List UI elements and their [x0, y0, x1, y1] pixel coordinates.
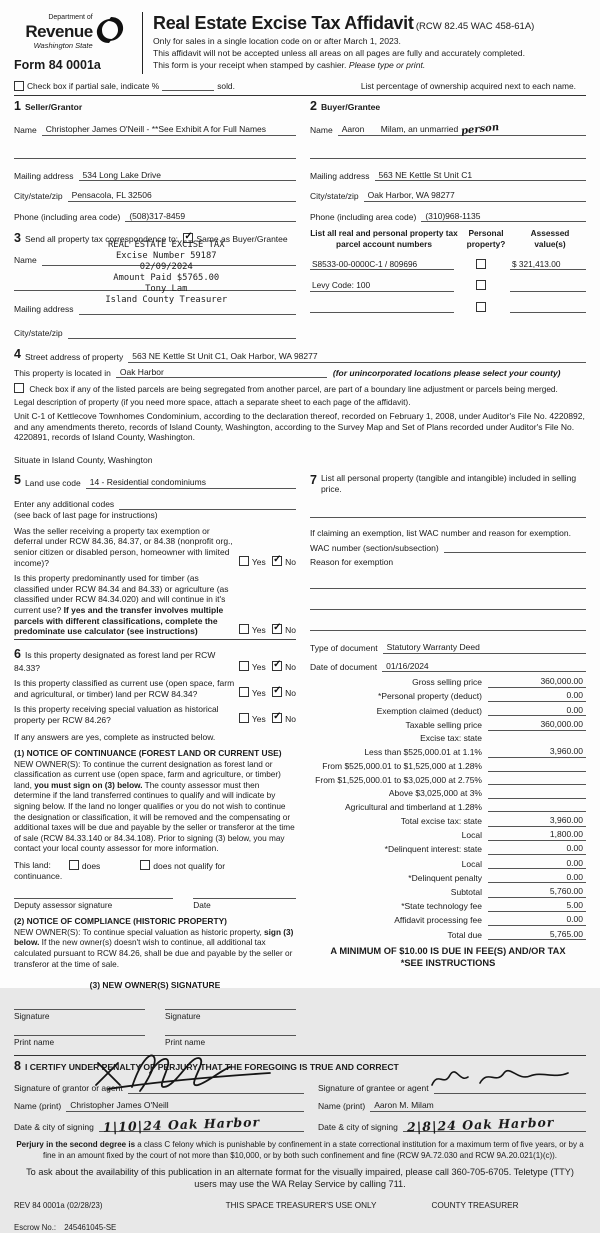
- certification-text: I CERTIFY UNDER PENALTY OF PERJURY THAT THE FOREGOING IS TRUE AND CORRECT: [24, 1062, 399, 1073]
- notice1-bold: you must sign on (3) below.: [34, 780, 143, 790]
- agency-logo-block: [14, 12, 143, 74]
- buyer-city-label: City/state/zip: [310, 191, 359, 202]
- form-number: Form 84 0001a: [14, 58, 101, 73]
- seller-grantor-column: [14, 96, 296, 222]
- wac-number-label: WAC number (section/subsection): [310, 542, 439, 553]
- owner-print-name-line-2[interactable]: Print name: [165, 1035, 296, 1047]
- owner-signature-line-1[interactable]: Signature: [14, 1009, 145, 1021]
- header-note-3-text: This form is your receipt when stamped by cashier.: [153, 60, 347, 71]
- tax-row-value[interactable]: 360,000.00: [488, 719, 586, 731]
- tax-row: [310, 886, 586, 898]
- tax-row: [310, 858, 586, 870]
- notice2-text-2: If the new owner(s) doesn't wish to continue, all additional tax calculated pursuant to RCW 84.26, shall be due and payable by the seller or transferor at the time of sale.: [14, 938, 293, 969]
- forest-land-question: [14, 647, 296, 673]
- forest-land-text: Is this property designated as forest land per RCW 84.33?: [14, 649, 216, 673]
- correspondence-city-field[interactable]: [68, 328, 296, 339]
- tty-notice: To ask about the availability of this publication in an alternate format for the visually impaired, please call 360-705-6705. Teletype (TTY) users may use the WA Relay Service by calling 711.: [26, 1167, 574, 1190]
- revenue-wordmark: Revenue: [25, 21, 93, 41]
- seller-name-label: Name: [14, 124, 37, 135]
- section-2-title: Buyer/Grantee: [320, 102, 381, 113]
- tax-row-label: From $1,525,000.01 to $3,025,000 at 2.75%: [315, 774, 482, 785]
- historical-property-question: [14, 704, 296, 725]
- tax-row-value[interactable]: [488, 788, 586, 799]
- buyer-name-handwriting: person: [460, 121, 500, 137]
- form-header: [14, 10, 586, 76]
- tax-row-label: Affidavit processing fee: [394, 915, 482, 926]
- form-revision-label: REV 84 0001a (02/28/23): [14, 1200, 103, 1210]
- forest-land-answer: [239, 661, 296, 674]
- land-use-column: [14, 473, 296, 1047]
- grantor-signature-label: Signature of grantor or agent: [14, 1083, 123, 1094]
- additional-codes-field[interactable]: [119, 499, 296, 510]
- deputy-assessor-signature-line[interactable]: Deputy assessor signature: [14, 898, 173, 910]
- segregation-text: Check box if any of the listed parcels are being segregated from another parcel, are part of a boundary line adjustment or parcels being merged.: [29, 384, 558, 395]
- tax-row-value[interactable]: 0.00: [488, 690, 586, 702]
- grantee-signature-label: Signature of grantee or agent: [318, 1083, 429, 1094]
- form-title: Real Estate Excise Tax Affidavit: [153, 13, 414, 33]
- tax-row-label: *Personal property (deduct): [378, 691, 482, 702]
- street-address-label: Street address of property: [24, 352, 124, 362]
- seller-city-label: City/state/zip: [14, 191, 63, 202]
- section-3-number: 3: [14, 231, 21, 246]
- seller-mailing-label: Mailing address: [14, 170, 74, 181]
- parcel-checkbox-cell: [454, 259, 510, 270]
- street-address-field[interactable]: 563 NE Kettle St Unit C1, Oak Harbor, WA 98277: [128, 351, 586, 363]
- additional-codes-label: Enter any additional codes: [14, 499, 115, 510]
- header-note-3: [153, 60, 586, 71]
- personal-property-checkbox[interactable]: [476, 302, 486, 312]
- tax-row-label: Excise tax: state: [420, 733, 482, 744]
- partial-sale-sold-label: sold.: [217, 80, 235, 91]
- does-not-checkbox[interactable]: [140, 860, 150, 870]
- section-6-number: 6: [14, 646, 21, 661]
- revenue-logo-icon: [95, 15, 125, 45]
- owner-signature-row: [14, 1009, 296, 1021]
- tax-row: [310, 829, 586, 841]
- parcel-row: [310, 280, 586, 291]
- section-2-number: 2: [310, 99, 317, 114]
- tax-row-value: [488, 734, 586, 744]
- tax-row: [310, 761, 586, 772]
- notice2-bold: sign (3) below.: [14, 927, 294, 948]
- timber-question-normal: Is this property predominantly used for timber (as classified under RCW 84.34 and 84.33) or agriculture (as classified under RCW 84.34.020) and will continue in it's current use?: [14, 573, 229, 616]
- exemption-claim-note: If claiming an exemption, list WAC number and reason for exemption.: [310, 527, 571, 538]
- tax-row-value[interactable]: 360,000.00: [488, 676, 586, 688]
- header-note-2: This affidavit will not be accepted unless all areas on all pages are fully and accurately completed.: [153, 48, 525, 59]
- tax-row-label: Total excise tax: state: [400, 815, 482, 826]
- tax-row: [310, 690, 586, 702]
- stamp-title: REAL ESTATE EXCISE TAX: [108, 240, 225, 251]
- section-3-label: Send all property tax correspondence to:: [24, 234, 179, 245]
- grantor-name-field[interactable]: Christopher James O'Neill: [66, 1100, 304, 1112]
- tax-row: [310, 815, 586, 827]
- grantee-name-field[interactable]: Aaron M. Milam: [370, 1100, 586, 1112]
- personal-property-field[interactable]: [310, 507, 586, 518]
- answers-yes-note: If any answers are yes, complete as instructed below.: [14, 731, 216, 742]
- tax-row-label: Agricultural and timberland at 1.28%: [344, 801, 482, 812]
- grantor-date-handwriting: 1|10|24 Oak Harbor: [102, 1113, 261, 1135]
- owner-signature-line-2[interactable]: Signature: [165, 1009, 296, 1021]
- buyer-phone-label: Phone (including area code): [310, 211, 417, 222]
- buyer-mailing-label: Mailing address: [310, 170, 370, 181]
- tax-row-value[interactable]: [488, 774, 586, 785]
- notice-compliance-body: [14, 928, 296, 970]
- same-as-buyer-label: Same as Buyer/Grantee: [196, 234, 288, 245]
- tax-row: [310, 929, 586, 941]
- no-checkbox[interactable]: [272, 624, 282, 634]
- land-use-code-label: Land use code: [24, 478, 81, 489]
- grantor-date-field[interactable]: [99, 1113, 304, 1135]
- tax-row-value[interactable]: 0.00: [488, 705, 586, 717]
- grantee-date-label: Date & city of signing: [318, 1121, 398, 1132]
- personal-property-checkbox[interactable]: [476, 280, 486, 290]
- assessed-value-field[interactable]: [510, 302, 586, 313]
- yes-label: Yes: [251, 661, 266, 672]
- timber-agriculture-answer: [239, 624, 296, 637]
- tax-row: [310, 801, 586, 812]
- section-1-number: 1: [14, 99, 21, 114]
- seller-phone-field[interactable]: (508)317-8459: [125, 211, 296, 223]
- does-checkbox[interactable]: [69, 860, 79, 870]
- grantee-signature-field[interactable]: [434, 1083, 586, 1094]
- no-label: No: [285, 625, 296, 636]
- stamp-treasurer-name: Tony Lam: [145, 284, 188, 295]
- perjury-notice: [14, 1140, 586, 1161]
- doc-type-label: Type of document: [310, 642, 378, 653]
- no-label: No: [285, 661, 296, 672]
- no-label: No: [285, 687, 296, 698]
- washington-state-label: Washington State: [33, 40, 93, 50]
- partial-sale-checkbox[interactable]: [14, 81, 24, 91]
- unincorporated-note: (for unincorporated locations please select your county): [332, 367, 561, 378]
- escrow-number-value: 245461045-SE: [64, 1223, 117, 1233]
- section-4-number: 4: [14, 347, 21, 361]
- buyer-name-extra-field[interactable]: [310, 148, 586, 159]
- tax-row-label: Local: [461, 858, 482, 869]
- yes-label: Yes: [251, 625, 266, 636]
- tax-row-label: *State technology fee: [401, 901, 482, 912]
- deputy-date-line[interactable]: Date: [193, 898, 296, 910]
- historical-property-answer: [239, 713, 296, 726]
- grantee-name-label: Name (print): [318, 1101, 366, 1112]
- tax-row: [310, 676, 586, 688]
- forest-land-question-text: [14, 647, 239, 673]
- yes-label: Yes: [251, 556, 266, 567]
- ownership-percentage-note: List percentage of ownership acquired next to each name.: [360, 80, 576, 91]
- perjury-body-text: a class C felony which is punishable by confinement in a state correctional institution for a maximum term of five years, or by a fine in an amount fixed by the court of not more than $10,000, or by both such confinement and fine (RCW 9A.72.030 and RCW 9A.20.021(1)(c)).: [42, 1140, 584, 1160]
- reason-exemption-label: Reason for exemption: [310, 557, 394, 568]
- tax-row-label: From $525,000.01 to $1,525,000 at 1.28%: [322, 760, 482, 771]
- legal-description-label: Legal description of property (if you need more space, attach a separate sheet to each page of the affidavit).: [14, 396, 411, 407]
- yes-checkbox[interactable]: [239, 624, 249, 634]
- notice-compliance-title: (2) NOTICE OF COMPLIANCE (HISTORIC PROPERTY): [14, 916, 227, 927]
- personal-property-checkbox[interactable]: [476, 259, 486, 269]
- continuance-label: continuance.: [14, 871, 63, 882]
- parties-section: [14, 96, 586, 222]
- tax-row-label: Gross selling price: [412, 677, 482, 688]
- section-8-number: 8: [14, 1059, 21, 1074]
- header-note-1: Only for sales in a single location code on or after March 1, 2023.: [153, 36, 401, 46]
- tax-row-label: *Delinquent penalty: [408, 872, 482, 883]
- tax-row: [310, 746, 586, 758]
- situate-text: Situate in Island County, Washington: [14, 454, 153, 465]
- buyer-city-field[interactable]: Oak Harbor, WA 98277: [364, 190, 586, 202]
- parcel-rows: [310, 259, 586, 313]
- title-block: [143, 12, 586, 74]
- segregation-row: [14, 383, 586, 394]
- reason-line-1[interactable]: [310, 578, 586, 589]
- grantee-signature-block: [318, 1075, 586, 1135]
- segregation-checkbox[interactable]: [14, 383, 24, 393]
- notice-continuance-body: [14, 760, 296, 855]
- grantor-name-label: Name (print): [14, 1101, 62, 1112]
- minimum-due-note: A MINIMUM OF $10.00 IS DUE IN FEE(S) AND/OR TAX: [330, 946, 566, 957]
- historical-property-question-text: Is this property receiving special valuation as historical property per RCW 84.26?: [14, 704, 219, 726]
- tax-row-value[interactable]: [488, 761, 586, 772]
- additional-codes-note: (see back of last page for instructions): [14, 510, 158, 521]
- grantor-signature-field[interactable]: [128, 1083, 304, 1094]
- section-7-number: 7: [310, 473, 317, 488]
- parcel-number-field[interactable]: Levy Code: 100: [310, 280, 454, 291]
- buyer-first-name: Aaron: [341, 123, 365, 134]
- exemption-deferral-question: [14, 526, 296, 569]
- seller-name-extra-field[interactable]: [14, 148, 296, 159]
- seller-city-field[interactable]: Pensacola, FL 32506: [68, 190, 296, 202]
- county-treasurer-label: COUNTY TREASURER: [431, 1200, 519, 1210]
- no-checkbox[interactable]: [272, 687, 282, 697]
- exemption-deferral-question-text: Was the seller receiving a property tax exemption or deferral under RCW 84.36, 84.37, or 84.38 (nonprofit org., senior citizen or disabled person, homeowner with limited income)?: [14, 525, 233, 568]
- certification-section: [14, 1055, 586, 1135]
- parcel-number-field[interactable]: S8533-00-0000C-1 / 809696: [310, 259, 454, 270]
- yes-label: Yes: [251, 714, 266, 725]
- tax-row-value[interactable]: 5.00: [488, 900, 586, 912]
- tax-row: [310, 788, 586, 799]
- land-use-tax-band: [14, 473, 586, 1047]
- escrow-row: [14, 1223, 586, 1233]
- this-land-label: This land:: [14, 859, 51, 870]
- stamp-excise-number: Excise Number 59187: [115, 251, 217, 262]
- assessed-value-field[interactable]: $ 321,413.00: [510, 259, 586, 270]
- tax-row-label: *Delinquent interest: state: [384, 844, 482, 855]
- tax-row: [310, 733, 586, 744]
- legal-description-text: Unit C-1 of Kettlecove Townhomes Condominium, according to the declaration thereof, recorded on February 1, 2008, under Auditor's File No. 4220892, and any amendments thereto, records of Island County, Washington, according to the Survey Map and Set of Plans recorded under Auditor's File No. 4220891, records of Island County, Washington.: [14, 410, 585, 443]
- parcel-checkbox-cell: [454, 302, 510, 313]
- property-address-section: [14, 347, 586, 465]
- tax-row: [310, 719, 586, 731]
- land-use-code-field[interactable]: 14 - Residential condominiums: [86, 477, 296, 489]
- correspondence-name-label: Name: [14, 255, 37, 266]
- stamp-amount-paid: Amount Paid $5765.00: [113, 273, 220, 284]
- current-use-answer: [239, 687, 296, 700]
- tax-row-value[interactable]: 0.00: [488, 858, 586, 870]
- deputy-assessor-row: [14, 898, 296, 910]
- treasurer-space-label: THIS SPACE TREASURER'S USE ONLY: [225, 1200, 377, 1210]
- dept-of-label: Department of: [48, 14, 93, 21]
- grantee-date-field[interactable]: [403, 1114, 586, 1135]
- section-1-title: Seller/Grantor: [24, 102, 83, 113]
- assessed-value-column-header: Assessed value(s): [530, 228, 570, 249]
- parcel-column-header: List all real and personal property tax parcel account numbers: [310, 228, 458, 249]
- parcel-table: [310, 228, 586, 339]
- tax-row-value[interactable]: 0.00: [488, 914, 586, 926]
- treasurer-stamp: [105, 240, 227, 306]
- owner-print-name-line-1[interactable]: Print name: [14, 1035, 145, 1047]
- tax-row-value[interactable]: 5,760.00: [488, 886, 586, 898]
- correspondence-city-label: City/state/zip: [14, 328, 63, 339]
- doc-type-field[interactable]: Statutory Warranty Deed: [383, 642, 586, 654]
- buyer-phone-field[interactable]: (310)968-1135: [421, 211, 586, 223]
- parcel-number-field[interactable]: [310, 302, 454, 313]
- land-qualify-row: [14, 860, 296, 872]
- seller-mailing-field[interactable]: 534 Long Lake Drive: [79, 170, 296, 182]
- reason-line-3[interactable]: [310, 620, 586, 631]
- assessed-value-field[interactable]: [510, 281, 586, 292]
- yes-checkbox[interactable]: [239, 687, 249, 697]
- tax-row: [310, 914, 586, 926]
- notice1-text-1: NEW OWNER(S): To continue the current designation as forest land or classification as current use (open space, farm and agriculture, or timber) land,: [14, 759, 281, 790]
- exemption-deferral-answer: [239, 556, 296, 569]
- grantor-signature-block: [14, 1075, 304, 1135]
- tax-row-value[interactable]: 0.00: [488, 872, 586, 884]
- tax-row: [310, 900, 586, 912]
- buyer-grantee-column: [310, 96, 586, 222]
- does-not-label: does not qualify for: [153, 860, 226, 871]
- tax-row-label: Above $3,025,000 at 3%: [388, 788, 482, 799]
- seller-name-field[interactable]: Christopher James O'Neill - **See Exhibit A for Full Names: [42, 124, 296, 136]
- yes-label: Yes: [251, 687, 266, 698]
- section-5-number: 5: [14, 473, 21, 488]
- timber-agriculture-question: [14, 573, 296, 640]
- buyer-name-label: Name: [310, 124, 333, 135]
- grantor-date-label: Date & city of signing: [14, 1121, 94, 1132]
- reason-line-2[interactable]: [310, 599, 586, 610]
- perjury-bold-text: Perjury in the second degree is: [16, 1140, 136, 1150]
- tax-row-value[interactable]: [488, 801, 586, 812]
- owner-print-name-row: [14, 1035, 296, 1047]
- no-checkbox[interactable]: [272, 556, 282, 566]
- partial-sale-percent-field[interactable]: [162, 81, 214, 91]
- yes-checkbox[interactable]: [239, 661, 249, 671]
- tax-row-value[interactable]: 3,960.00: [488, 746, 586, 758]
- doc-date-label: Date of document: [310, 661, 378, 672]
- notice2-text-1: NEW OWNER(S): To continue special valuation as historic property,: [14, 927, 265, 937]
- notice-continuance-title: (1) NOTICE OF CONTINUANCE (FOREST LAND OR CURRENT USE): [14, 748, 282, 759]
- grantee-date-handwriting: 2|8|24 Oak Harbor: [406, 1114, 555, 1135]
- form-title-reference: (RCW 82.45 WAC 458-61A): [415, 21, 535, 32]
- timber-question-bold: If yes and the transfer involves multiple parcels with different classifications, complete the predominate use calculator (see instructions): [14, 605, 224, 637]
- doc-date-field[interactable]: 01/16/2024: [382, 661, 586, 673]
- buyer-last-name: Milam, an unmarried: [380, 123, 459, 134]
- notice1-text-2: The county assessor must then determine if the land transferred continues to qualify and will indicate by signing below. If the land no longer qualifies or you do not wish to continue the designation or classification, it will be removed and the compensating or additional taxes will be due and payable by the seller or transferor at the time of sale (RCW 84.33.140 or 84.34.108). Prior to signing (3) below, you may contact your local county assessor for more information.: [14, 780, 295, 854]
- tax-row-label: Less than $525,000.01 at 1.1%: [364, 747, 482, 758]
- see-instructions-note: *SEE INSTRUCTIONS: [400, 957, 496, 968]
- no-label: No: [285, 714, 296, 725]
- tax-row-label: Local: [461, 830, 482, 841]
- does-label: does: [81, 860, 101, 871]
- tax-row-label: Taxable selling price: [405, 719, 482, 730]
- seller-phone-label: Phone (including area code): [14, 211, 121, 222]
- no-label: No: [285, 556, 296, 567]
- tax-row-value[interactable]: 0.00: [488, 843, 586, 855]
- correspondence-mailing-label: Mailing address: [14, 304, 74, 315]
- buyer-mailing-field[interactable]: 563 NE Kettle St Unit C1: [375, 170, 586, 182]
- partial-sale-row: [14, 81, 586, 92]
- current-use-question: [14, 678, 296, 699]
- current-use-question-text: Is this property classified as current use (open space, farm and agricultural, or timber) land per RCW 84.34?: [14, 678, 235, 699]
- tax-row: [310, 843, 586, 855]
- tax-correspondence-column: [14, 228, 296, 339]
- parcel-row: [310, 302, 586, 313]
- no-checkbox[interactable]: [272, 661, 282, 671]
- escrow-number-label: Escrow No.:: [14, 1223, 57, 1233]
- yes-checkbox[interactable]: [239, 713, 249, 723]
- located-in-label: This property is located in: [14, 367, 111, 378]
- tax-row-value[interactable]: 1,800.00: [488, 829, 586, 841]
- buyer-name-field[interactable]: [338, 121, 586, 137]
- yes-checkbox[interactable]: [239, 556, 249, 566]
- no-checkbox[interactable]: [272, 713, 282, 723]
- parcel-row: [310, 259, 586, 270]
- tax-row-label: Subtotal: [450, 887, 482, 897]
- wac-number-field[interactable]: [444, 542, 586, 553]
- personal-property-column-header: Personal property?: [466, 228, 506, 249]
- stamp-treasurer-title: Island County Treasurer: [105, 295, 228, 306]
- located-in-field[interactable]: Oak Harbor: [116, 367, 327, 379]
- section-7-intro: List all personal property (tangible and intangible) included in selling price.: [320, 473, 577, 495]
- correspondence-parcel-section: [14, 228, 586, 339]
- partial-sale-label: Check box if partial sale, indicate %: [27, 80, 160, 91]
- personal-property-tax-column: [310, 473, 586, 1047]
- parcel-checkbox-cell: [454, 280, 510, 291]
- tax-row-value[interactable]: 3,960.00: [488, 815, 586, 827]
- header-note-3-emphasis: Please type or print.: [348, 60, 426, 71]
- tax-table: [310, 676, 586, 940]
- stamp-date: 02/09/2024: [139, 262, 193, 273]
- footer-row: [14, 1201, 586, 1211]
- timber-agriculture-question-text: [14, 573, 239, 637]
- new-owners-signature-title: (3) NEW OWNER(S) SIGNATURE: [89, 980, 221, 991]
- tax-row-label: Exemption claimed (deduct): [376, 705, 482, 716]
- tax-row: [310, 872, 586, 884]
- tax-row: [310, 705, 586, 717]
- tax-row-label: Total due: [447, 929, 482, 940]
- tax-row: [310, 774, 586, 785]
- tax-row-value[interactable]: 5,765.00: [488, 929, 586, 941]
